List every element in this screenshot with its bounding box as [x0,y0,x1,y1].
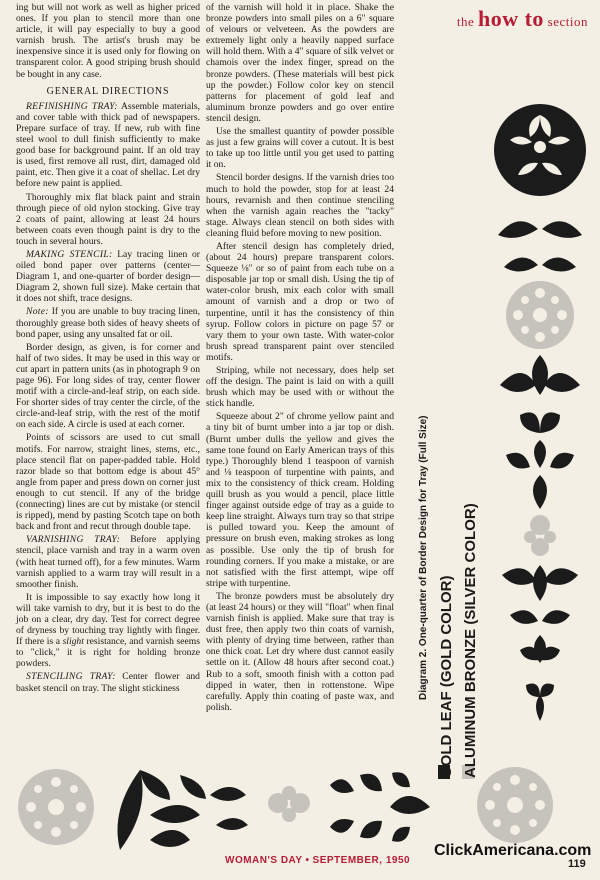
final-varnish-paragraph: The bronze powders must be absolutely dry (at least 24 hours) or they will "float" when final varnish finish is applied. Make sure that tray is dust free, then apply two thin coats of varnish, with plenty of drying time between, rather than one thick coat. Let dry where dust cannot easily settle on it. (Allow 48 hours after second coat.) Rub to a soft, smooth finish with a cotton pad dipped in water, then in rottenstone. Wipe carefully. Apply thin coating of paste wax, and polish. [206,590,394,713]
page-number: 119 [568,858,586,870]
scissors-paragraph: Points of scissors are used to cut small motifs. For narrow, straight lines, stems, etc., place stencil flat on paper-padded table. Hold razor blade so that bottom edge is about 45° angle from paper and press down on corner just enough to cut stencil. If any of the bridge (connecting) lines are cut by mistake (or stencil is ripped), mend by pasting Scotch tape on both back and front and recut through double tape. [16,432,200,533]
lower-leaf-motif [502,565,578,721]
text-column-1 [16,2,200,696]
silver-medallion [506,281,574,349]
watermark: ClickAmericana.com [434,842,592,859]
chrome-yellow-paragraph: Squeeze about 2" of chrome yellow paint and a tiny bit of burnt umber into a jar top or dish. (Burnt umber dulls the yellow and gives the same tone found on Early American trays of this type.) Thoroughly blend 1 teaspoon of varnish and ⅛ teaspoon of turpentine with paints, and mix to the consistency of thick cream. Holding quill brush as you would a pencil, place little finger against outside edge of tray as a guide to keep line straight. Always turn tray so that stripe is pulled toward you. Keep the amount of pressure on brush even, making strokes as long as possible. Use only the tip of brush for rounding corners. If you make a mistake, or are not satisfied with the first attempt, wipe off stripe with turpentine. [206,411,394,589]
text-column-2 [206,2,394,715]
refinishing-paragraph: REFINISHING TRAY: Assemble materials, and cover table with thick pad of newspapers. Prepare surface of tray. If new, rub with fine steel wool to dull finish sufficiently to make good base for background paint. If an old tray is used, first remove all rust, dirt, damaged old paint, etc. Then give it a coat of shellac. Let dry before new paint is applied. [16,100,200,190]
footer: WOMAN'S DAY • SEPTEMBER, 1950 [225,855,411,866]
note-paragraph: Note: If you are unable to buy tracing linen, thoroughly grease both sides of heavy sheets of bond paper, using any unsalted fat or oil. [16,306,200,340]
horizontal-leaf-motif [118,770,249,850]
horizontal-small-silver [268,786,310,822]
aluminum-bronze-legend: ALUMINUM BRONZE (SILVER COLOR) [462,503,479,778]
gold-leaf-legend: GOLD LEAF (GOLD COLOR) [438,575,455,778]
paint-paragraph: Thoroughly mix flat black paint and strain through piece of old nylon stocking. Give tray 2 coats of paint, allowing at least 24 hours between coats even though paint is dry to the touch in several hours. [16,191,200,247]
general-directions-heading: GENERAL DIRECTIONS [46,85,170,97]
transparent-colors-paragraph: After stencil design has completely dried, (about 24 hours) prepare transparent colors. Squeeze ⅛" or so of paint from each tube on a disposable jar top or small dish. Using the tip of water-color brush, mix each color with small amount of varnish and a drop or two of turpentine, until it has the consistency of thin syrup. Follow colors in picture on page 57 or vary them to your own taste. With water-color brush spread transparent paint over stenciled motifs. [206,240,394,363]
powder-paragraph: Use the smallest quantity of powder possible as just a few grains will cover a cutout. It is best to take up too little until you get used to patting it on. [206,126,394,171]
section-header: the how to section [456,6,588,31]
bronze-paragraph: of the varnish will hold it in place. Shake the bronze powders into small piles on a 6" square of velours or velveteen. As the powders are extremely light only a heavily napped surface will hold them. With a 4" square of silk velvet or chamois over the index finger, spread on the bronze powders. (These materials will best pick up the powder.) Follow color key on stencil patterns for placement of gold leaf and aluminum bronze powders and go over entire stencil design. [206,2,394,124]
rose-motif [494,104,586,196]
right-silver-medallion [477,767,553,843]
section-header-title: how to [477,6,544,31]
horizontal-right-leaves [330,772,430,841]
border-paragraph: Border design, as given, is for corner and half of two sides. It may be used in this way or cut apart in pattern units (as in photograph 9 on page 96). For long sides of tray, center flower motif with a circle-and-leaf strip, on each side. For shorter sides of tray center the circle, of the circle-and-leaf strip, with the rest of the motif on each side. A circle is used at each corner. [16,341,200,431]
intro-paragraph: ing but will not work as well as higher priced ones. If you plan to stencil more than one article, it will pay especially to buy a good varnish brush. The artist's brush may be inexpensive since it is used only for flowing on transparent color. A good striping brush should be bought in any case. [16,2,200,80]
making-stencil-paragraph: MAKING STENCIL: Lay tracing linen or oiled bond paper over patterns (center—Diagram 1, and one-quarter of border design—Diagram 2, shown full size). Make certain that it does not shift, trace designs. [16,248,200,305]
diagram-label: Diagram 2. One-quarter of Border Design for Tray (Full Size) [418,415,429,700]
fleur-motif [500,355,580,509]
leaf-pair-motif [498,221,582,271]
dryness-paragraph: It is impossible to say exactly how long it will take varnish to dry, but it is best to do the job on a clear, dry day. Test for correct degree of dryness by touching tray lightly with finger. If there is a slight resistance, and varnish seems to "click," it is right for holding bronze powders. [16,591,200,670]
left-silver-medallion [18,769,94,845]
border-stencil-paragraph: Stencil border designs. If the varnish dries too much to hold the powder, stop for at least 24 hours, revarnish and then continue stenciling when the varnish again reaches the "tacky" stage. Always clean stencil on both sides with cleaning fluid before moving to new position. [206,172,394,239]
vertical-border-stencil [490,95,590,735]
stenciling-paragraph: STENCILING TRAY: Center flower and basket stencil on tray. The slight stickiness [16,671,200,694]
striping-paragraph: Striping, while not necessary, does help set off the design. The paint is laid on with a quill brush which may be used with or without the stick handle. [206,365,394,410]
varnishing-paragraph: VARNISHING TRAY: Before applying stencil, place varnish and tray in a warm oven (with heat turned off), for a few minutes. Warm varnish applied to a warm tray will result in a smoother finish. [16,534,201,590]
small-silver-flower [524,515,556,556]
